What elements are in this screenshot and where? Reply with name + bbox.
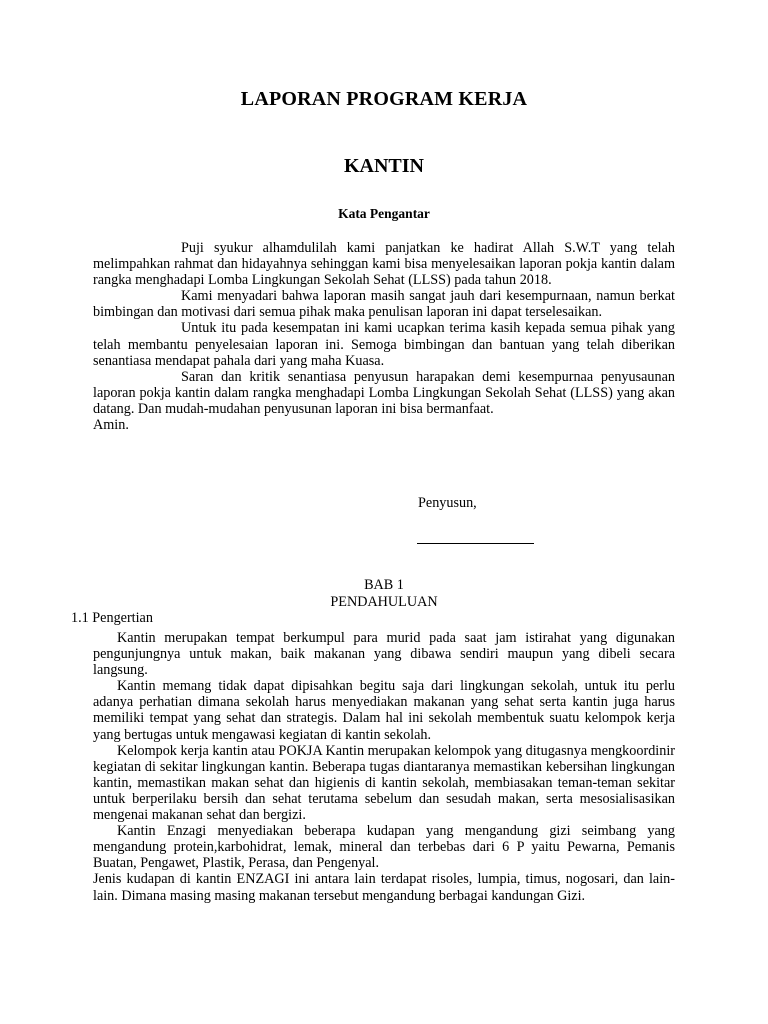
paragraph: Kelompok kerja kantin atau POKJA Kantin merupakan kelompok yang ditugasnya mengkoordinir kegiatan di sekitar lingkungan kantin. Beberapa tugas diantaranya memastikan kebersihan lingkungan kantin, memastikan makan sehat dan higienis di kantin sekolah, membiasakan teman-teman sekitar untuk berperilaku bersih dan sehat terutama sebelum dan sesudah makan, serta mesosialisasikan mengenai makanan sehat dan bergizi. [93, 742, 675, 824]
chapter-body [93, 630, 675, 904]
chapter-number: BAB 1 [364, 577, 404, 593]
paragraph: Untuk itu pada kesempatan ini kami ucapkan terima kasih kepada semua pihak yang telah membantu penyelesaian laporan ini. Semoga bimbingan dan bantuan yang telah diberikan senantiasa mendapat pahala dari yang maha Kuasa. [93, 320, 675, 369]
paragraph: Kantin Enzagi menyediakan beberapa kudapan yang mengandung gizi seimbang yang mengandung protein,karbohidrat, lemak, mineral dan terbebas dari 6 P yaitu Pewarna, Pemanis Buatan, Pengawet, Plastik, Perasa, dan Pengenyal. [93, 823, 675, 872]
chapter-title: PENDAHULUAN [330, 594, 438, 610]
paragraph: Saran dan kritik senantiasa penyusun harapakan demi kesempurnaa penyusaunan laporan pokja kantin dalam rangka menghadapi Lomba Lingkungan Sekolah Sehat (LLSS) yang akan datang. Dan mudah-mudahan penyusunan laporan ini bisa bermanfaat. [93, 368, 675, 417]
closing-text: Amin. [93, 417, 129, 434]
document-title: LAPORAN PROGRAM KERJA [240, 88, 528, 110]
section-heading: 1.1 Pengertian [71, 610, 153, 626]
paragraph: Kami menyadari bahwa laporan masih sangat jauh dari kesempurnaan, namun berkat bimbingan dan motivasi dari semua pihak maka penulisan laporan ini dapat terselesaikan. [93, 288, 675, 321]
paragraph: Puji syukur alhamdulilah kami panjatkan ke hadirat Allah S.W.T yang telah melimpahkan rahmat dan hidayahnya sehinggan kami bisa menyelesaikan laporan pokja kantin dalam rangka menghadapi Lomba Lingkungan Sekolah Sehat (LLSS) pada tahun 2018. [93, 240, 675, 289]
signature-line [417, 543, 534, 544]
paragraph: Kantin merupakan tempat berkumpul para murid pada saat jam istirahat yang digunakan pengunjungnya untuk makan, baik makanan yang dibawa sendiri maupun yang dibeli secara langsung. [93, 630, 675, 679]
kata-pengantar-heading: Kata Pengantar [338, 206, 430, 221]
paragraph: Kantin memang tidak dapat dipisahkan begitu saja dari lingkungan sekolah, untuk itu perlu adanya perhatian dimana sekolah harus menyediakan makanan yang sehat serta kantin juga harus memiliki tempat yang sehat dan strategis. Dalam hal ini sekolah membentuk suatu kelompok kerja yang bertugas untuk mengawasi kegiatan di kantin sekolah. [93, 678, 675, 743]
paragraph: Jenis kudapan di kantin ENZAGI ini antara lain terdapat risoles, lumpia, timus, nogosari, dan lain-lain. Dimana masing masing makanan tersebut mengandung berbagai kandungan Gizi. [93, 871, 675, 904]
kata-pengantar-body [93, 240, 675, 433]
document-subtitle: KANTIN [343, 155, 424, 177]
signer-label: Penyusun, [418, 495, 477, 511]
